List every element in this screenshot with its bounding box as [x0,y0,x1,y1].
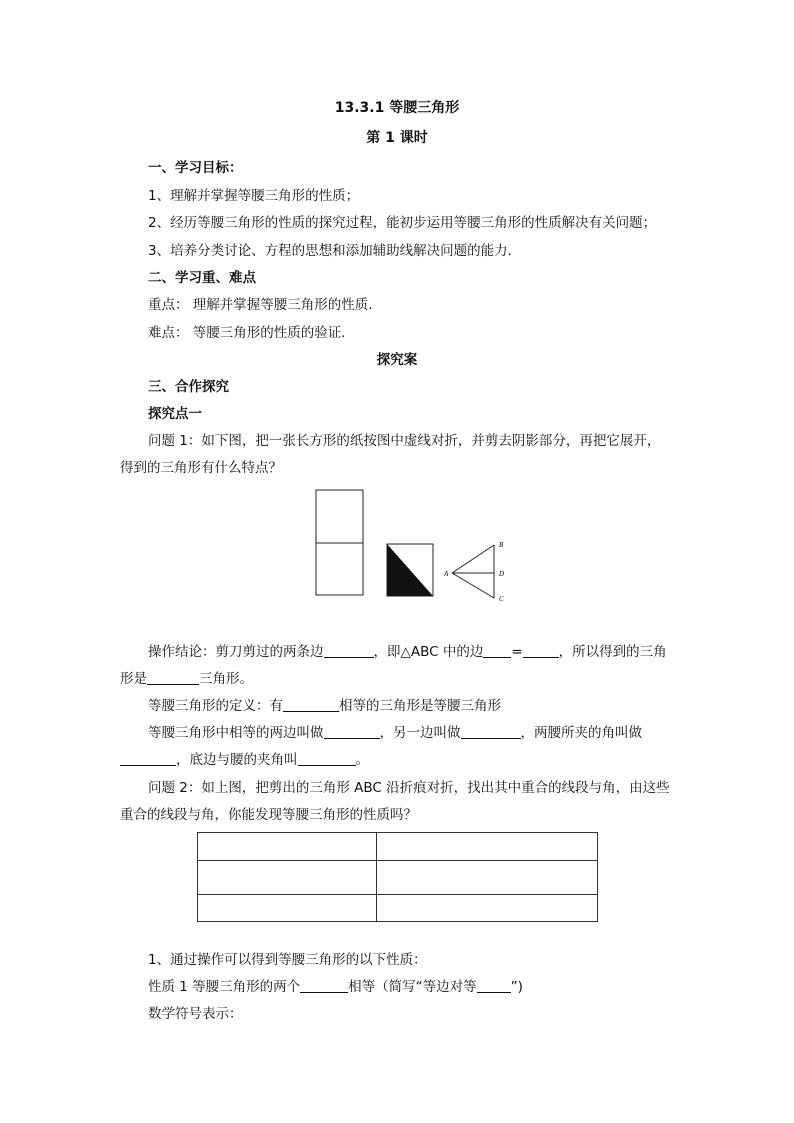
answer-blank[interactable] [483,644,511,658]
answer-blank[interactable] [477,979,511,993]
objectives-heading: 一、学习目标： [148,160,243,176]
answer-blank[interactable] [523,644,559,658]
answer-table [197,832,598,922]
naming-text: ，底边与腰的夹角叫 [176,752,298,768]
naming-text: ，另一边叫做 [379,725,461,741]
definition-line [148,698,501,714]
label-b: B [499,541,504,549]
naming-text: 等腰三角形中相等的两边叫做 [148,725,324,741]
conclusion-text: ，即△ABC 中的边 [373,644,484,660]
question-2-line: 重合的线段与角，你能发现等腰三角形的性质吗？ [120,807,417,823]
naming-text: ，两腰所夹的角叫做 [520,725,642,741]
conclusion-text: 三角形。 [199,671,253,687]
question-1-line: 得到的三角形有什么特点？ [120,460,282,476]
table-cell[interactable] [377,895,598,922]
page-subtitle: 第 1 课时 [366,130,428,146]
folded-rectangle [316,490,363,595]
objective-item: 3、培养分类讨论、方程的思想和添加辅助线解决问题的能力. [148,243,512,259]
conclusion-line [120,671,253,687]
table-cell[interactable] [377,861,598,895]
conclusion-text: 操作结论：剪刀剪过的两条边 [148,644,324,660]
question-1-line: 问题 1：如下图，把一张长方形的纸按图中虚线对折，并剪去阴影部分，再把它展开， [148,433,661,449]
answer-blank[interactable] [300,979,348,993]
definition-text: 相等的三角形是等腰三角形 [339,698,501,714]
table-cell[interactable] [198,895,377,922]
naming-line [148,725,642,741]
key-points-heading: 二、学习重、难点 [148,270,256,286]
naming-line [120,752,369,768]
properties-intro: 1、通过操作可以得到等腰三角形的以下性质： [148,952,427,968]
conclusion-text: ，所以得到的三角 [558,644,667,660]
difficult-point: 难点： 等腰三角形的性质的验证. [148,325,346,341]
property-text: ”) [510,979,523,995]
answer-blank[interactable] [298,752,356,766]
label-d: D [499,570,505,578]
label-c: C [499,595,504,603]
triangle-abc [452,545,494,598]
table-cell[interactable] [198,833,377,861]
property-1-line [148,979,523,995]
page-title: 13.3.1 等腰三角形 [334,100,460,116]
naming-text: 。 [355,752,369,768]
answer-blank[interactable] [120,752,176,766]
table-cell[interactable] [377,833,598,861]
table-row [198,861,598,895]
answer-blank[interactable] [461,725,521,739]
section-title: 探究案 [376,352,418,368]
table-cell[interactable] [198,861,377,895]
answer-blank[interactable] [324,725,380,739]
property-text: 相等（简写“等边对等 [348,979,477,995]
definition-text: 等腰三角形的定义：有 [148,698,283,714]
objective-item: 1、理解并掌握等腰三角形的性质； [148,188,360,204]
shaded-square [387,544,433,596]
answer-blank[interactable] [283,698,339,712]
symbol-label: 数学符号表示： [148,1006,243,1022]
explore-point-label: 探究点一 [148,406,202,422]
objective-item: 2、经历等腰三角形的性质的探究过程，能初步运用等腰三角形的性质解决有关问题； [148,215,657,231]
label-a: A [444,570,449,578]
answer-blank[interactable] [324,644,374,658]
question-2-line: 问题 2：如上图，把剪出的三角形 ABC 沿折痕对折，找出其中重合的线段与角，由这些 [148,780,670,796]
table-row [198,895,598,922]
key-point: 重点： 理解并掌握等腰三角形的性质. [148,297,373,313]
property-text: 性质 1 等腰三角形的两个 [148,979,301,995]
answer-blank[interactable] [147,671,199,685]
conclusion-text: 形是 [120,671,147,687]
table-row [198,833,598,861]
conclusion-line [148,644,667,660]
folding-figure [310,485,530,610]
conclusion-text: = [511,644,523,660]
explore-heading: 三、合作探究 [148,379,229,395]
